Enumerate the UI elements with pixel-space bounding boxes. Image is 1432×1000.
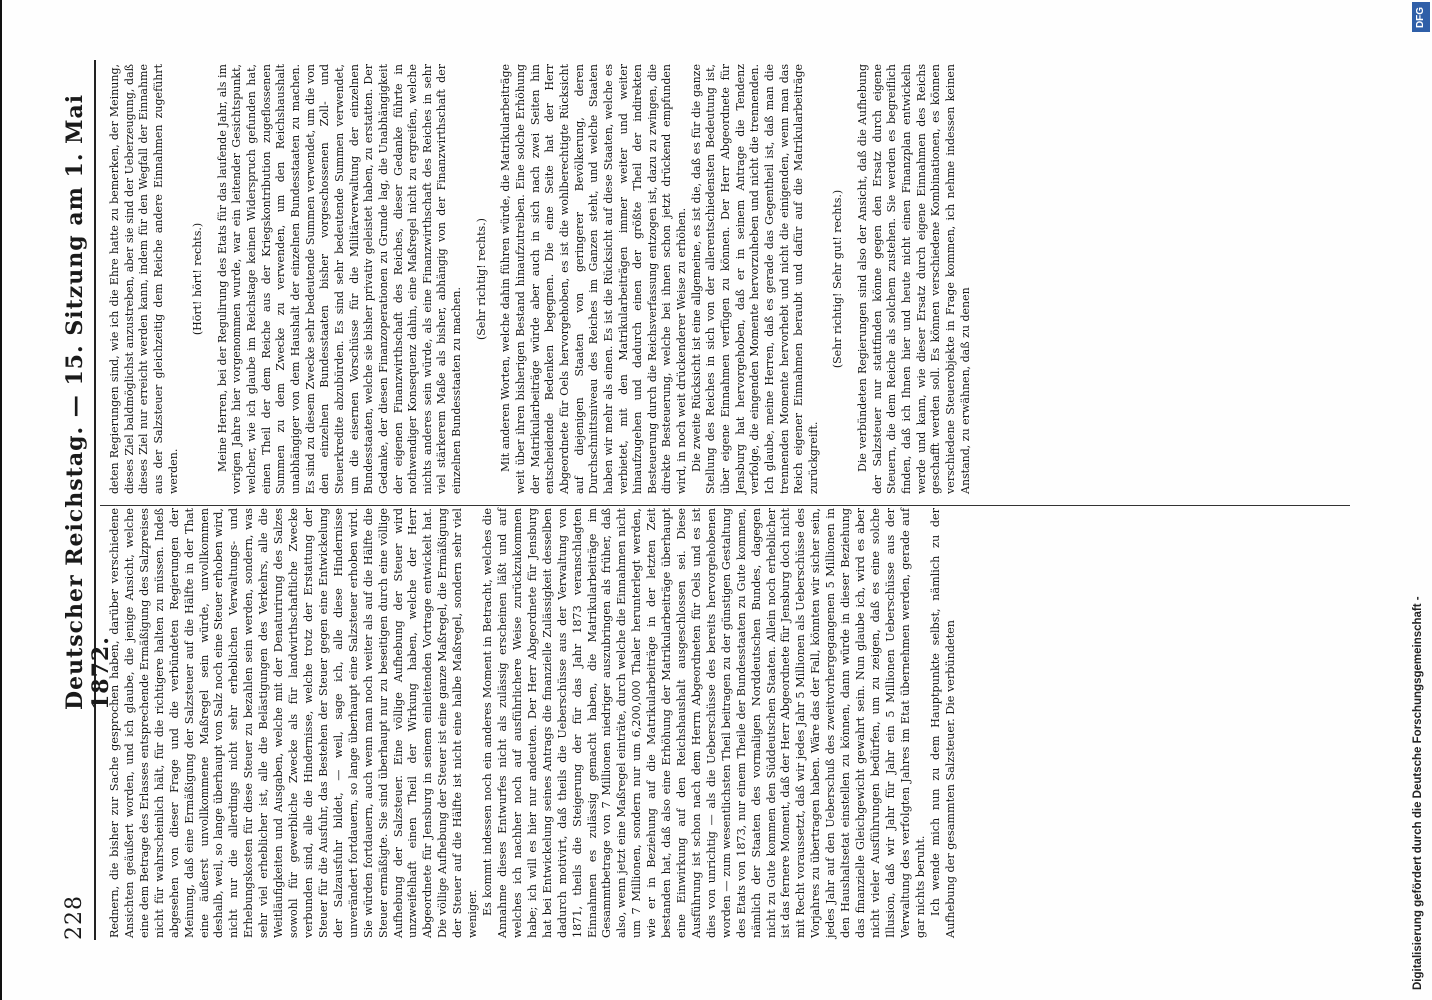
paragraph: Meine Herren, bei der Regulirung des Etats für das laufende Jahr, als im vorigen Jahre hier vorgenommen wurde, war ein leitender Gesichtspunkt, welcher, wie ich glaube im Reichstage keinen Widerspruch gefunden hat, einen Theil der dem Reiche aus der Kriegskontribution zugeflossenen Summen zu dem Zwecke zu verwenden, um den Reichshaushalt unabhängiger von dem Haushalt der einzelnen Bundesstaaten zu machen. Es sind zu diesem Zwecke sehr bedeutende Summen verwendet, um die von den einzelnen Bundesstaaten bisher vorgeschossenen Zoll- und Steuerkredite abzubürden. Es sind sehr bedeutende Summen verwendet, um die eisernen Vorschüsse für die Militärverwaltung der einzelnen Bundesstaaten, welche sie bisher privativ geleistet haben, zu erstatten. Der Gedanke, der diesen Finanzoperationen zu Grunde lag, die Unabhängigkeit der eigenen Finanzwirthschaft des Reiches, dieser Gedanke führte in nothwendiger Konsequenz dahin, eine Maßregel nicht zu ergreifen, welche nichts anderes sein würde, als eine Finanzwirthschaft des Reiches in sehr viel stärkerem Maße als bisher, abhängig von der Finanzwirthschaft der einzelnen Bundesstaaten zu machen. xyxy=(215,64,464,494)
column-divider xyxy=(100,505,1350,506)
credit-text: Digitalisierung gefördert durch die Deutsche Forschungsgemeinschaft - xyxy=(1412,596,1424,990)
interjection: (Sehr richtig! rechts.) xyxy=(474,218,488,340)
left-column xyxy=(108,508,959,938)
digitization-credit xyxy=(1410,0,1432,1000)
paragraph: Mit anderen Worten, welche dahin führen würde, die Matrikularbeiträge weit über ihren bisherigen Bestand hinaufzutreiben. Eine solche Erhöhung der Matrikularbeiträge würde aber auch in sich nach zwei Seiten hin entscheidende Bedenken begegnen. Die eine Seite hat der Herr Abgeordnete für Oels hervorgehoben, es ist die wohlberechtigte Rücksicht auf diejenigen Staaten von geringerer Bevölkerung, deren Durchschnittsniveau des Reiches im Ganzen steht, und welche Staaten haben wir mehr als einen. Es ist die Rücksicht auf diese Staaten, welche es verbietet, mit den Matrikularbeiträgen immer weiter und weiter hinaufzugehen und dadurch einen der größte Theil der indirekten Besteuerung durch die Reichsverfassung entzogen ist, dazu zu zwingen, die direkte Besteuerung, welche bei ihnen schon jetzt drückend empfunden wird, in noch weit drückenderer Weise zu erhöhen. xyxy=(499,64,689,494)
dfg-logo-text: DFG xyxy=(1415,6,1427,28)
page-number: 228 xyxy=(62,895,87,940)
page-header xyxy=(58,60,114,940)
right-column xyxy=(108,64,973,494)
interjection: (Sehr richtig! Sehr gut! rechts.) xyxy=(831,189,845,369)
paragraph: Es kommt indessen noch ein anderes Moment in Betracht, welches die Annahme dieses Entwurfes nicht als zulässig erscheinen läßt und auf welches ich nachher noch auf ausführlichere Weise zurückzukommen habe; ich will es hier nur andeuten. Der Herr Abgeordnete für Jensburg hat bei Entwickelung seines Antrags die finanzielle Zulässigkeit desselben dadurch motivirt, daß theils die Ueberschüsse aus der Verwaltung von 1871, theils die Steigerung der für das Jahr 1873 veranschlagten Einnahmen es zulässig gemacht haben, die Matrikularbeiträge im Gesammtbetrage von 7 Millionen niedriger auszubringen als früher, daß also, wenn jetzt eine Maßregel einträte, durch welche die Einnahmen nicht um 7 Millionen, sondern nur um 6,200,000 Thaler herunterlegt werden, wie er in Beziehung auf die Matrikularbeiträge in der letzten Zeit bestanden hat, daß also eine Erhöhung der Matrikularbeiträge überhaupt eine Einwirkung auf den Reichshaushalt ausgeschlossen sei. Diese Ausführung ist schon nach dem Herrn Abgeordneten für Oels und es ist dies von unrichtig — als die Ueberschüsse des bereits hervorgehobenen worden — zum wesentlichsten Theil beitragen zu der günstigen Gestaltung des Etats von 1873, nur einem Theile der Bundesstaaten zu Gute kommen, nämlich der Staaten des vormaligen Norddeutschen Bundes, dagegen nicht zu Gute kommen den Süddeutschen Staaten. Allein noch erheblicher ist das fernere Moment, daß der Herr Abgeordnete für Jensburg doch nicht mit Recht voraussetzt, daß wir jedes Jahr 5 Millionen als Ueberschüsse des Vorjahres zu übertragen haben. Wäre das der Fall, könnten wir sicher sein, jedes Jahr auf den Ueberschuß des zweitvorhergegangenen 5 Millionen in den Haushaltsetat einstellen zu können, dann würde in dieser Beziehung das finanzielle Gleichgewicht gewahrt sein. Nun glaube ich, wird es aber nicht vieler Ausführungen bedürfen, um zu zeigen, daß es eine solche Illusion, daß wir Jahr für Jahr ein 5 Millionen Ueberschüsse aus der Verwaltung des verfolgten Jahres im Etat übernehmen werden, gerade auf gar nichts beruht. xyxy=(481,508,927,938)
paragraph: Die verbündeten Regierungen sind also der Ansicht, daß die Aufhebung der Salzsteuer nur stattfinden könne gegen den Ersatz durch eigene Steuern, die dem Reiche als solchem zustehen. Sie werden es begreiflich finden, daß ich Ihnen hier und heute nicht einen Finanzplan entwickeln werde und kann, wie dieser Ersatz durch eigene Einnahmen des Reichs geschafft werden soll. Es können verschiedene Kombinationen, es können verschiedene Steuerobjekte in Frage kommen, ich nehme indessen keinen Anstand, zu erwähnen, daß zu denen xyxy=(856,64,972,494)
paragraph: Die zweite Rücksicht ist eine allgemeine, es ist die, daß es für die ganze Stellung des Reiches in sich von der allerentschiedensten Bedeutung ist, über eigene Einnahmen verfügen zu können. Der Herr Abgeordnete für Jensburg hat hervorgehoben, daß er in seinem Antrage die Tendenz verfolge, die eingenden Momente hervorzuheben und nicht die trennenden. Ich glaube, meine Herren, daß es gerade das Gegentheil ist, daß man die trennenden Momente hervorhebt und nicht die einigenden, wenn man das Reich eigener Einnahmen beraubt und dafür auf die Matrikularbeiträge zurückgreift. xyxy=(689,64,820,494)
paragraph: Ich wende mich nun zu dem Hauptpunkte selbst, nämlich zu der Aufhebung der gesammten Salzsteuer. Die verbündeten xyxy=(928,508,957,938)
paragraph: deten Regierungen sind, wie ich die Ehre hatte zu bemerken, der Meinung, dieses Ziel baldmöglichst anzustreben, aber sie sind der Ueberzeugung, daß dieses Ziel nur erreicht werden kann, indem für den Wegfall der Einnahme aus der Salzsteuer gleichzeitig dem Reiche andere Einnahmen zugeführt werden. xyxy=(108,64,180,494)
paragraph: Rednern, die bisher zur Sache gesprochen haben, darüber verschiedene Ansichten geäußert worden, und ich glaube, die jenige Ansicht, welche eine dem Betrage des Erlasses entsprechende Ermäßigung des Salzpreises nicht für wahrscheinlich hält, für die richtigere halten zu müssen. Indeß abgesehen von dieser Frage und die verbündeten Regierungen der Meinung, daß eine Ermäßigung der Salzsteuer auf die Hälfte in der That eine äußerst unvollkommene Maßregel sein würde, unvollkommen deshalb, weil, so lange überhaupt von Salz noch eine Steuer erhoben wird, nicht nur die allerdings nicht sehr erheblichen Verwaltungs- und Erhebungskosten für diese Steuer zu bezahlen sein werden, sondern, was sehr viel erheblicher ist, alle die Belästigungen des Verkehrs, alle die Weitläufigkeiten und Ausgaben, welche mit der Denaturirung des Salzes sowohl für gewerbliche Zwecke als für landwirthschaftliche Zwecke verbunden sind, alle die Hindernisse, welche trotz der Erstattung der Steuer für die Ausfuhr, das Bestehen der Steuer gegen eine Entwickelung der Salzausfuhr bildet, — weil, sage ich, alle diese Hindernisse unverändert fortdauern, so lange überhaupt eine Salzsteuer erhoben wird. Sie würden fortdauern, auch wenn man noch weiter als auf die Hälfte die Steuer ermäßigte. Sie sind überhaupt nur zu beseitigen durch eine völlige Aufhebung der Salzsteuer. Eine völlige Aufhebung der Steuer wird unzweifelhaft einen Theil der Wirkung haben, welche der Herr Abgeordnete für Jensburg in seinem einleitenden Vortrage entwickelt hat. Die völlige Aufhebung der Steuer ist eine ganze Maßregel, die Ermäßigung der Steuer auf die Hälfte ist nicht eine halbe Maßregel, sondern sehr viel weniger. xyxy=(108,508,480,938)
interjection: (Hört! hört! rechts.) xyxy=(191,222,205,336)
running-title: Deutscher Reichstag. — 15. Sitzung am 1. Mai 1872. xyxy=(62,93,114,710)
